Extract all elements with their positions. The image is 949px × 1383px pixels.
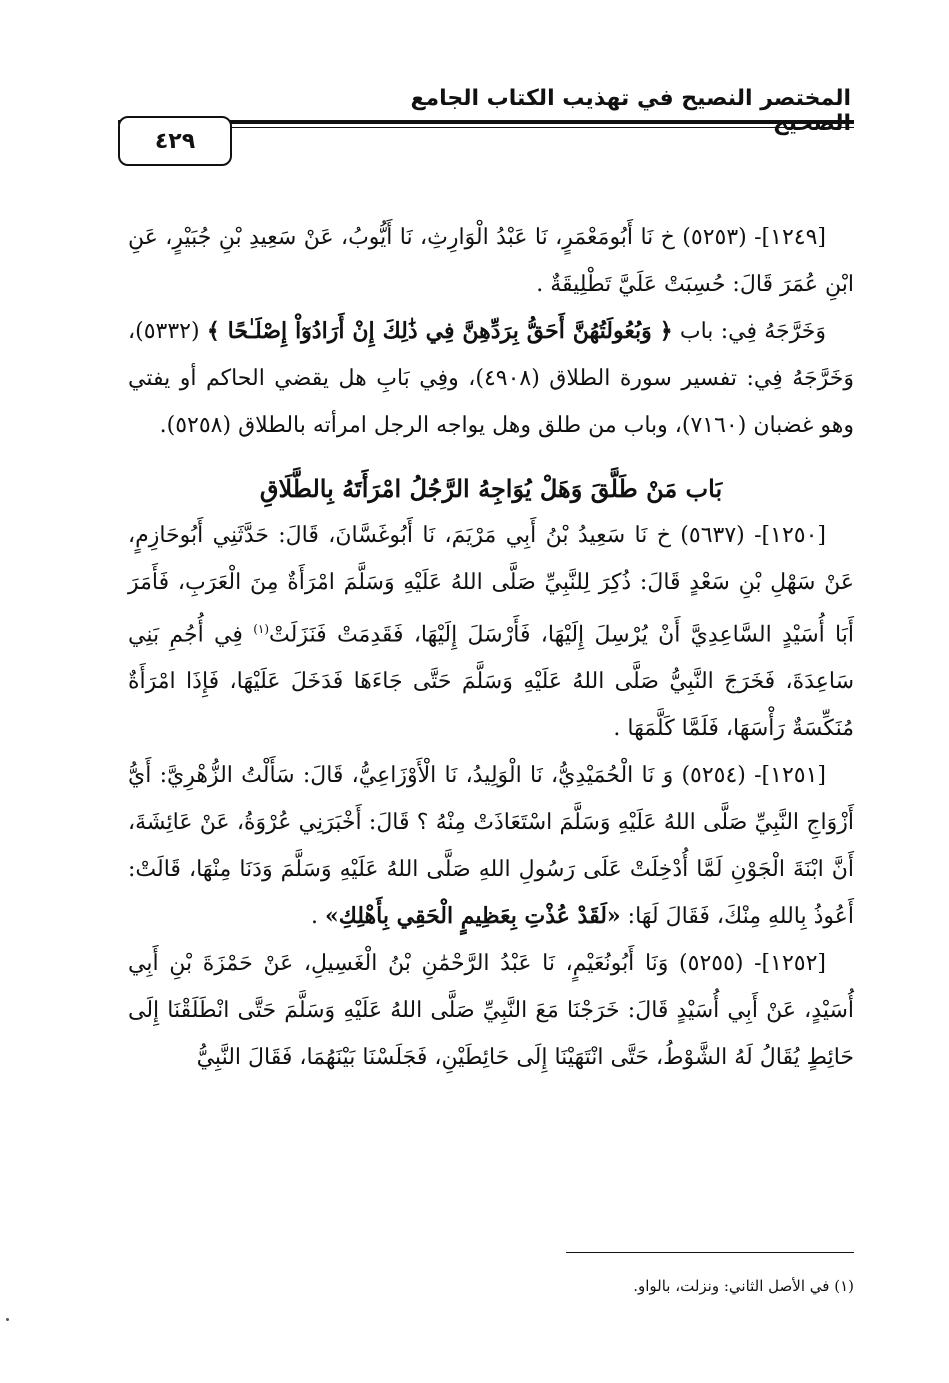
takhrij-paragraph [128,308,854,449]
hadith-1251-text: [١٢٥١]- (٥٢٥٤) وَ نَا الْحُمَيْدِيُّ، نَا الْوَلِيدُ، نَا الْأَوْزَاعِيُّ، قَالَ: سَأَلْتُ الزُّهْرِيَّ: أَيُّ أَزْوَاجِ النَّبِيِّ صَلَّى اللهُ عَلَيْهِ وَسَلَّمَ اسْتَعَاذَتْ مِنْهُ ؟ قَالَ: أَخْبَرَنِي عُرْوَةُ، عَنْ عَائِشَةَ، أَنَّ ابْنَةَ الْجَوْنِ لَمَّا أُدْخِلَتْ عَلَى رَسُولِ اللهِ صَلَّى اللهُ عَلَيْهِ وَسَلَّمَ وَدَنَا مِنْهَا، قَالَتْ: أَعُوذُ بِاللهِ مِنْكَ، فَقَالَ لَهَا: [128,763,854,930]
page-number-box [118,116,232,166]
takhrij-intro: وَخَرَّجَهُ فِي: باب [679,319,827,344]
page-number: ٤٢٩ [154,128,196,154]
hadith-1251 [128,752,854,940]
hadith-1250 [128,512,854,752]
margin-dot [6,1318,9,1321]
footnote: (١) في الأصل الثاني: ونزلت، بالواو. [633,1277,854,1295]
takhrij-refs: (٥٣٣٢)، وَخَرَّجَهُ فِي: تفسير سورة الطلاق (٤٩٠٨)، وفِي بَابِ هل يقضي الحاكم أو يفتي وهو غضبان (٧١٦٠)، وباب من طلق وهل يواجه الرجل امرأته بالطلاق (٥٢٥٨). [128,319,854,438]
footnote-marker: (١) [253,622,270,636]
running-header-title: المختصر النصيح في تهذيب الكتاب الجامع [410,86,851,111]
hadith-1251-end: . [310,904,325,930]
hadith-1250-text-b: فِي أُجُمِ بَنِي سَاعِدَةَ، فَخَرَجَ النَّبِيُّ صَلَّى اللهُ عَلَيْهِ وَسَلَّمَ حَتَّى جَاءَهَا فَدَخَلَ عَلَيْهَا، فَإِذَا امْرَأَةٌ مُنَكِّسَةٌ رَأْسَهَا، فَلَمَّا كَلَّمَهَا . [128,622,854,742]
page-body [128,214,854,1081]
footnote-rule [566,1252,854,1253]
section-title: بَاب مَنْ طَلَّقَ وَهَلْ يُوَاجِهُ الرَّجُلُ امْرَأَتَهُ بِالطَّلَاقِ [259,474,723,503]
hadith-1249: [١٢٤٩]- (٥٢٥٣) خ نَا أَبُومَعْمَرٍ، نَا عَبْدُ الْوَارِثِ، نَا أَيُّوبُ، عَنْ سَعِيدِ بْنِ جُبَيْرٍ، عَنِ ابْنِ عُمَرَ قَالَ: حُسِبَتْ عَلَيَّ تَطْلِيقَةٌ . [128,225,854,297]
hadith-1250-text-a: [١٢٥٠]- (٥٦٣٧) خ نَا سَعِيدُ بْنُ أَبِي مَرْيَمَ، نَا أَبُوغَسَّانَ، قَالَ: حَدَّثَنِي أَبُوحَازِمٍ، عَنْ سَهْلِ بْنِ سَعْدٍ قَالَ: ذُكِرَ لِلنَّبِيِّ صَلَّى اللهُ عَلَيْهِ وَسَلَّمَ امْرَأَةٌ مِنَ الْعَرَبِ، فَأَمَرَ أَبَا أُسَيْدٍ السَّاعِدِيَّ أَنْ يُرْسِلَ إِلَيْهَا، فَأَرْسَلَ إِلَيْهَا، فَقَدِمَتْ فَنَزَلَتْ [128,523,854,648]
hadith-1252: [١٢٥٢]- (٥٢٥٥) وَنَا أَبُونُعَيْمٍ، نَا عَبْدُ الرَّحْمَٰنِ بْنُ الْغَسِيلِ، عَنْ حَمْزَةَ بْنِ أَبِي أُسَيْدٍ، عَنْ أَبِي أُسَيْدٍ قَالَ: خَرَجْنَا مَعَ النَّبِيِّ صَلَّى اللهُ عَلَيْهِ وَسَلَّمَ حَتَّى انْطَلَقْنَا إِلَى حَائِطٍ يُقَالُ لَهُ الشَّوْطُ، حَتَّى انْتَهَيْنَا إِلَى حَائِطَيْنِ، فَجَلَسْنَا بَيْنَهُمَا، فَقَالَ النَّبِيُّ [128,951,854,1071]
hadith-1251-quote: «لَقَدْ عُذْتِ بِعَظِيمٍ الْحَقِي بِأَهْلِكِ» [324,903,621,930]
quran-verse: ﴿ وَبُعُولَتُهُنَّ أَحَقُّ بِرَدِّهِنَّ فِي ذَٰلِكَ إِنْ أَرَادُوٓاْ إِصْلَـٰحًا ﴾ [206,318,673,344]
